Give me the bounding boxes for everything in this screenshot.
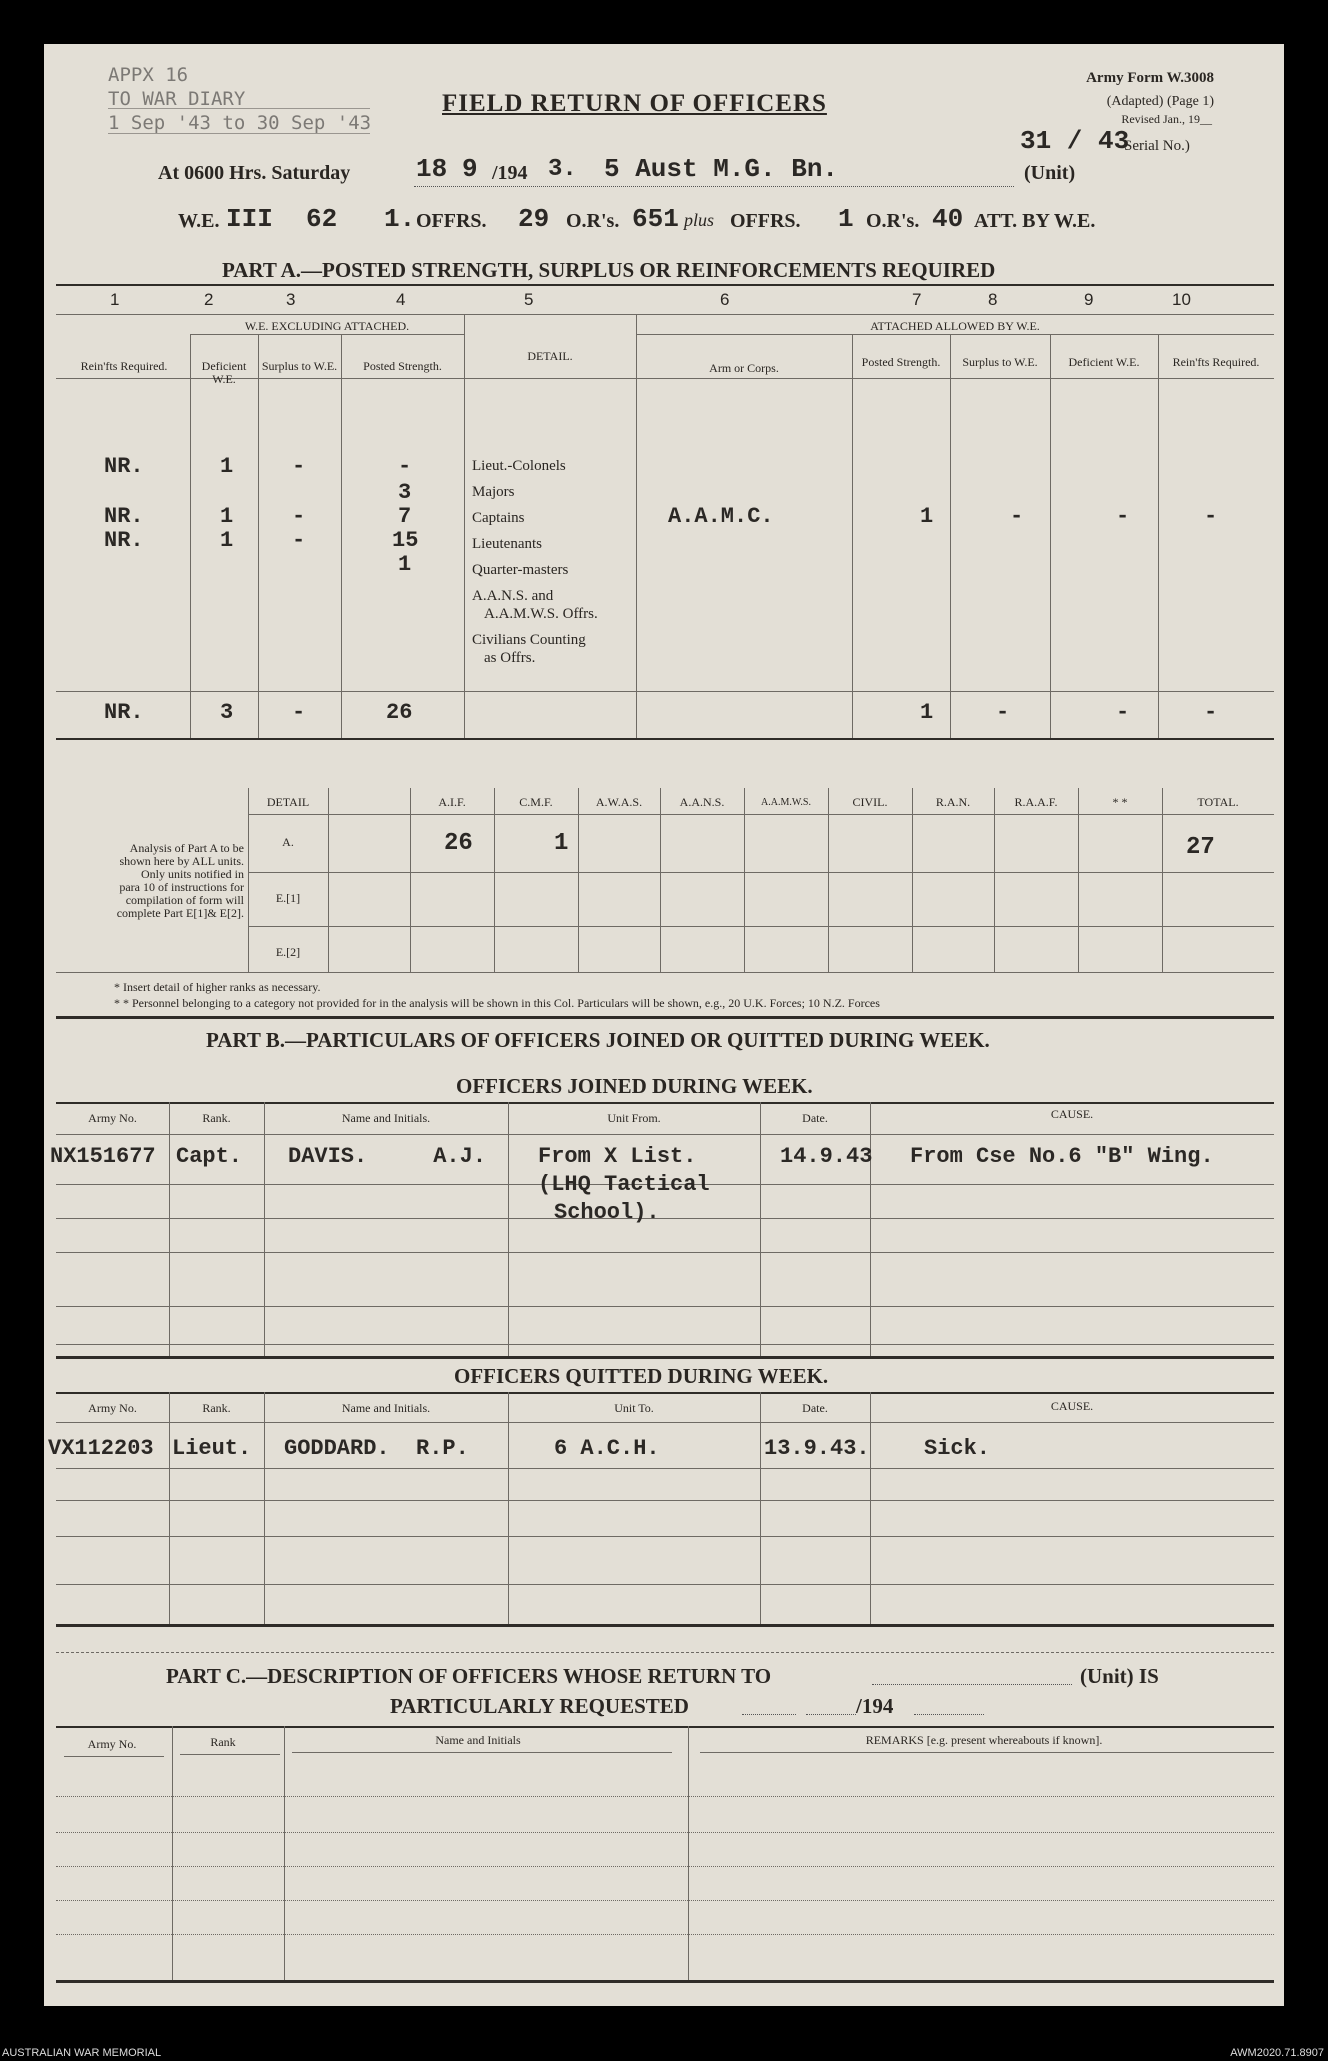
group-left-header: W.E. EXCLUDING ATTACHED. <box>244 319 410 333</box>
analysis-row-e1: E.[1] <box>275 891 301 905</box>
analysis-col-7 <box>828 788 829 972</box>
quitted-header-bottom <box>56 1422 1274 1423</box>
analysis-h-cmf: C.M.F. <box>519 795 553 809</box>
analysis-note-line-5: compilation of form will <box>125 893 244 907</box>
part-c-dashed-rule <box>56 1652 1274 1653</box>
att-label: ATT. BY W.E. <box>974 210 1096 232</box>
col-number-4: 4 <box>396 290 406 309</box>
part-c-requested: PARTICULARLY REQUESTED <box>390 1694 689 1718</box>
joined-unit-line-1: From X List. <box>538 1144 697 1169</box>
majors-posted: 3 <box>398 480 412 505</box>
part-b-title: PART B.—PARTICULARS OF OFFICERS JOINED OR QUITTED DURING WEEK. <box>206 1028 990 1052</box>
quitted-line-3 <box>56 1536 1274 1537</box>
month-value: 9 <box>462 154 478 184</box>
joined-header-bottom <box>56 1134 1274 1135</box>
deficient-header: Deficient W.E. <box>201 359 247 386</box>
posted-header: Posted Strength. <box>363 359 442 373</box>
part-c-col-1 <box>172 1726 173 1980</box>
surplus-header: Surplus to W.E. <box>261 359 338 373</box>
part-c-h-rule-4 <box>700 1752 1274 1753</box>
col-number-10: 10 <box>1172 290 1191 309</box>
quartermasters-posted: 1 <box>398 552 412 577</box>
analysis-a-aif: 26 <box>444 830 473 857</box>
col-8-9-divider <box>1050 334 1051 738</box>
part-b-top-rule <box>56 1016 1274 1019</box>
analysis-col-10 <box>1078 788 1079 972</box>
analysis-row-e2: E.[2] <box>275 945 301 959</box>
rank-majors: Majors <box>472 484 515 500</box>
year-suffix: 3. <box>548 156 577 183</box>
footnote-2: * * Personnel belonging to a category not provided for in the analysis will be shown in this Col. Particulars will be shown, e.g., 20 U.K. Forces; 10 N.Z. Forces <box>114 996 880 1010</box>
joined-line-3 <box>56 1252 1274 1253</box>
total-surplus2: - <box>996 700 1010 725</box>
detail-header: DETAIL. <box>527 349 573 363</box>
lieut-col-posted: - <box>398 454 412 479</box>
footnote-1: * Insert detail of higher ranks as necessary. <box>114 980 321 994</box>
quitted-h-cause: CAUSE. <box>1050 1399 1094 1413</box>
col-number-3: 3 <box>286 290 296 309</box>
analysis-note-line-4: para 10 of instructions for <box>119 880 244 894</box>
analysis-row-e1-bottom <box>248 926 1274 927</box>
ors-label: O.R's. <box>566 210 620 232</box>
pencil-underline-1 <box>108 108 370 109</box>
rank-quarter-masters: Quarter-masters <box>472 562 569 578</box>
captains-reinf: NR. <box>104 504 144 529</box>
quitted-col-3 <box>508 1392 509 1624</box>
col-4-5-divider <box>464 314 465 738</box>
joined-line-5 <box>56 1344 1274 1345</box>
part-c-h-remarks: REMARKS [e.g. present whereabouts if known]. <box>865 1733 1103 1747</box>
joined-bottom <box>56 1356 1274 1359</box>
joined-unit-line-2: (LHQ Tactical <box>538 1172 710 1197</box>
col-9-10-divider <box>1158 334 1159 738</box>
form-revised: Revised Jan., 19__ <box>1121 112 1212 126</box>
col-number-9: 9 <box>1084 290 1094 309</box>
quitted-h-name: Name and Initials. <box>341 1401 431 1415</box>
joined-col-4 <box>760 1102 761 1356</box>
total-reinf: NR. <box>104 700 144 725</box>
pencil-note-line-1: APPX 16 <box>108 64 189 86</box>
joined-h-date: Date. <box>802 1111 828 1125</box>
footer-left: AUSTRALIAN WAR MEMORIAL <box>2 2047 162 2059</box>
quitted-col-4 <box>760 1392 761 1624</box>
table-a-bottom <box>56 738 1274 740</box>
col-number-5: 5 <box>524 290 534 309</box>
part-c-h-rule-1 <box>64 1756 164 1757</box>
quitted-col-2 <box>264 1392 265 1624</box>
analysis-note <box>60 842 244 920</box>
analysis-col-5 <box>660 788 661 972</box>
group-right-rule <box>636 334 1274 335</box>
quitted-bottom <box>56 1624 1274 1627</box>
analysis-h-raaf: R.A.A.F. <box>1014 795 1058 809</box>
part-c-h-rule-3 <box>292 1752 672 1753</box>
part-c-col-2 <box>284 1726 285 1980</box>
pencil-underline-2 <box>108 133 370 134</box>
analysis-h-other: * * <box>1112 795 1128 809</box>
quitted-name: GODDARD. R.P. <box>284 1436 469 1461</box>
analysis-h-civil: CIVIL. <box>852 795 888 809</box>
col-2-3-divider <box>258 334 259 738</box>
col-6-7-divider <box>852 334 853 738</box>
total-deficient: 3 <box>220 700 234 725</box>
analysis-note-line-2: shown here by ALL units. <box>119 854 244 868</box>
part-c-month-dots <box>806 1714 856 1715</box>
quitted-col-5 <box>870 1392 871 1624</box>
lieut-col-reinf: NR. <box>104 454 144 479</box>
unit-value: 5 Aust M.G. Bn. <box>604 154 839 184</box>
we-label: W.E. <box>178 210 220 232</box>
rank-aans: A.A.N.S. and <box>472 588 554 604</box>
captains-deficient: 1 <box>220 504 234 529</box>
part-c-h-rank: Rank <box>210 1735 236 1749</box>
analysis-col-8 <box>912 788 913 972</box>
part-c-h-rule-2 <box>180 1754 280 1755</box>
posted2-header: Posted Strength. <box>861 355 941 369</box>
rank-lieutenants: Lieutenants <box>472 536 542 552</box>
arm-header: Arm or Corps. <box>709 361 779 375</box>
we-c-value: 1. <box>384 204 416 234</box>
lieut-col-deficient: 1 <box>220 454 234 479</box>
analysis-col-11 <box>1162 788 1163 972</box>
analysis-col-3 <box>494 788 495 972</box>
part-c-h-army-no: Army No. <box>87 1737 137 1751</box>
analysis-col-0 <box>248 788 249 972</box>
part-a-rule <box>56 284 1274 286</box>
quitted-h-date: Date. <box>802 1401 828 1415</box>
joined-col-5 <box>870 1102 871 1356</box>
quitted-top <box>56 1392 1274 1394</box>
quitted-line-4 <box>56 1584 1274 1585</box>
analysis-note-line-3: Only units notified in <box>141 867 244 881</box>
at-time-label: At 0600 Hrs. Saturday <box>158 162 351 184</box>
form-id: Army Form W.3008 <box>1086 70 1214 86</box>
pencil-note-line-3: 1 Sep '43 to 30 Sep '43 <box>108 112 372 134</box>
joined-h-rank: Rank. <box>202 1111 231 1125</box>
analysis-h-detail: DETAIL <box>266 795 310 809</box>
col-number-8: 8 <box>988 290 998 309</box>
analysis-col-2 <box>410 788 411 972</box>
we-b-value: 62 <box>306 204 338 234</box>
joined-line-2 <box>56 1218 1274 1219</box>
col-5-6-divider <box>636 314 637 738</box>
joined-army-no: NX151677 <box>50 1144 156 1169</box>
column-numbers <box>44 290 1284 312</box>
joined-title: OFFICERS JOINED DURING WEEK. <box>456 1074 813 1098</box>
ors-value: 651 <box>632 204 679 234</box>
lieutenants-deficient: 1 <box>220 528 234 553</box>
joined-line-4 <box>56 1306 1274 1307</box>
part-c-bottom <box>56 1980 1274 1983</box>
joined-name: DAVIS. A.J. <box>288 1144 487 1169</box>
analysis-col-1 <box>328 788 329 972</box>
analysis-a-total: 27 <box>1186 834 1215 861</box>
quitted-date: 13.9.43. <box>764 1436 870 1461</box>
attached-reinf: - <box>1204 504 1218 529</box>
quitted-army-no: VX112203 <box>48 1436 154 1461</box>
page-title: FIELD RETURN OF OFFICERS <box>442 90 827 117</box>
col-number-6: 6 <box>720 290 730 309</box>
joined-top <box>56 1102 1274 1104</box>
table-a-total-top <box>56 691 1274 692</box>
analysis-h-awas: A.W.A.S. <box>595 795 643 809</box>
part-c-line-4 <box>56 1900 1274 1901</box>
total-deficient2: - <box>1116 700 1130 725</box>
quitted-col-1 <box>169 1392 170 1624</box>
col-3-4-divider <box>341 334 342 738</box>
lieut-col-surplus: - <box>292 454 306 479</box>
analysis-a-cmf: 1 <box>554 830 569 857</box>
offrs2-label: OFFRS. <box>730 210 801 232</box>
total-posted: 26 <box>386 700 413 725</box>
part-c-h-name: Name and Initials <box>435 1733 521 1747</box>
captains-posted: 7 <box>398 504 412 529</box>
total-reinf2: - <box>1204 700 1218 725</box>
total-surplus: - <box>292 700 306 725</box>
analysis-h-aamws: A.A.M.W.S. <box>761 797 811 808</box>
part-c-line-3 <box>56 1866 1274 1867</box>
form-adapted: (Adapted) (Page 1) <box>1106 94 1214 109</box>
joined-col-3 <box>508 1102 509 1356</box>
quitted-h-unit-to: Unit To. <box>614 1401 654 1415</box>
part-c-title: PART C.—DESCRIPTION OF OFFICERS WHOSE RETURN TO <box>166 1664 772 1688</box>
offrs2-value: 1 <box>838 204 854 234</box>
rank-captains: Captains <box>472 510 525 526</box>
quitted-title: OFFICERS QUITTED DURING WEEK. <box>454 1364 829 1388</box>
ors2-value: 40 <box>932 204 964 234</box>
attached-posted: 1 <box>920 504 934 529</box>
attached-arm: A.A.M.C. <box>668 504 774 529</box>
rank-civilians: Civilians Counting <box>472 632 586 648</box>
joined-col-1 <box>169 1102 170 1356</box>
ors2-label: O.R's. <box>866 210 920 232</box>
analysis-col-6 <box>744 788 745 972</box>
rank-lieut-colonels: Lieut.-Colonels <box>472 458 566 474</box>
part-c-line-1 <box>56 1796 1274 1797</box>
offrs-label: OFFRS. <box>416 210 487 232</box>
analysis-h-total: TOTAL. <box>1197 795 1239 809</box>
part-c-unit-label: (Unit) IS <box>1080 1664 1159 1688</box>
lieutenants-posted: 15 <box>392 528 419 553</box>
total-posted2: 1 <box>920 700 934 725</box>
joined-h-unit-from: Unit From. <box>607 1111 661 1125</box>
analysis-h-ran: R.A.N. <box>935 795 971 809</box>
plus-label: plus <box>684 210 715 230</box>
quitted-line-1 <box>56 1468 1274 1469</box>
group-right-header: ATTACHED ALLOWED BY W.E. <box>870 319 1040 333</box>
lieutenants-reinf: NR. <box>104 528 144 553</box>
col-number-1: 1 <box>110 290 120 309</box>
analysis-note-line-1: Analysis of Part A to be <box>129 841 244 855</box>
part-c-year: /194 <box>856 1694 894 1718</box>
part-c-top <box>56 1726 1274 1728</box>
col-1-2-divider <box>190 334 191 738</box>
analysis-row-a: A. <box>282 835 294 849</box>
analysis-h-aif: A.I.F. <box>438 795 466 809</box>
analysis-header-bottom <box>248 814 1274 815</box>
joined-col-2 <box>264 1102 265 1356</box>
group-left-rule <box>190 334 464 335</box>
part-a-title: PART A.—POSTED STRENGTH, SURPLUS OR REINFORCEMENTS REQUIRED <box>222 258 996 282</box>
deficient2-header: Deficient W.E. <box>1068 355 1140 369</box>
joined-h-cause: CAUSE. <box>1050 1107 1094 1121</box>
serial-number: 31 / 43 <box>1020 126 1130 156</box>
serial-label: Serial No.) <box>1124 138 1190 154</box>
col-number-2: 2 <box>204 290 214 309</box>
analysis-col-4 <box>578 788 579 972</box>
part-c-unit-dots <box>872 1684 1072 1685</box>
analysis-note-line-6: complete Part E[1]& E[2]. <box>116 906 244 920</box>
unit-dotted-line <box>414 186 1014 187</box>
footer-right: AWM2020.71.8907 <box>1230 2047 1324 2059</box>
analysis-h-aans: A.A.N.S. <box>679 795 725 809</box>
day-value: 18 <box>416 154 448 184</box>
quitted-unit: 6 A.C.H. <box>554 1436 660 1461</box>
lieutenants-surplus: - <box>292 528 306 553</box>
col-number-7: 7 <box>912 290 922 309</box>
part-c-year-dots <box>914 1714 984 1715</box>
joined-h-name: Name and Initials. <box>341 1111 431 1125</box>
unit-label: (Unit) <box>1024 162 1076 184</box>
reinf-header: Rein'fts Required. <box>80 359 168 373</box>
attached-surplus: - <box>1010 504 1024 529</box>
quitted-h-army-no: Army No. <box>88 1401 137 1415</box>
captains-surplus: - <box>292 504 306 529</box>
analysis-row-a-bottom <box>248 872 1274 873</box>
joined-cause: From Cse No.6 "B" Wing. <box>910 1144 1214 1169</box>
joined-date: 14.9.43 <box>780 1144 873 1169</box>
part-c-col-3 <box>688 1726 689 1980</box>
quitted-rank: Lieut. <box>172 1436 252 1461</box>
analysis-bottom <box>56 972 1274 973</box>
form-sheet <box>44 44 1284 2006</box>
reinf2-header: Rein'fts Required. <box>1172 355 1260 369</box>
part-c-line-5 <box>56 1934 1274 1935</box>
analysis-col-9 <box>994 788 995 972</box>
year-prefix: /194 <box>492 162 528 184</box>
quitted-h-rank: Rank. <box>202 1401 231 1415</box>
offrs-value: 29 <box>518 204 550 234</box>
surplus2-header: Surplus to W.E. <box>962 355 1038 369</box>
table-a-top <box>56 314 1274 315</box>
rank-aamws: A.A.M.W.S. Offrs. <box>484 606 598 622</box>
pencil-note-line-2: TO WAR DIARY <box>108 88 246 110</box>
quitted-cause: Sick. <box>924 1436 991 1461</box>
rank-civilians-as-offrs: as Offrs. <box>484 650 536 666</box>
joined-h-army-no: Army No. <box>88 1111 137 1125</box>
joined-rank: Capt. <box>176 1144 243 1169</box>
joined-unit-line-3: School). <box>554 1200 660 1225</box>
we-a-value: III <box>226 204 273 234</box>
quitted-line-2 <box>56 1500 1274 1501</box>
col-7-8-divider <box>950 334 951 738</box>
part-c-day-dots <box>742 1714 796 1715</box>
part-c-line-2 <box>56 1832 1274 1833</box>
attached-deficient: - <box>1116 504 1130 529</box>
